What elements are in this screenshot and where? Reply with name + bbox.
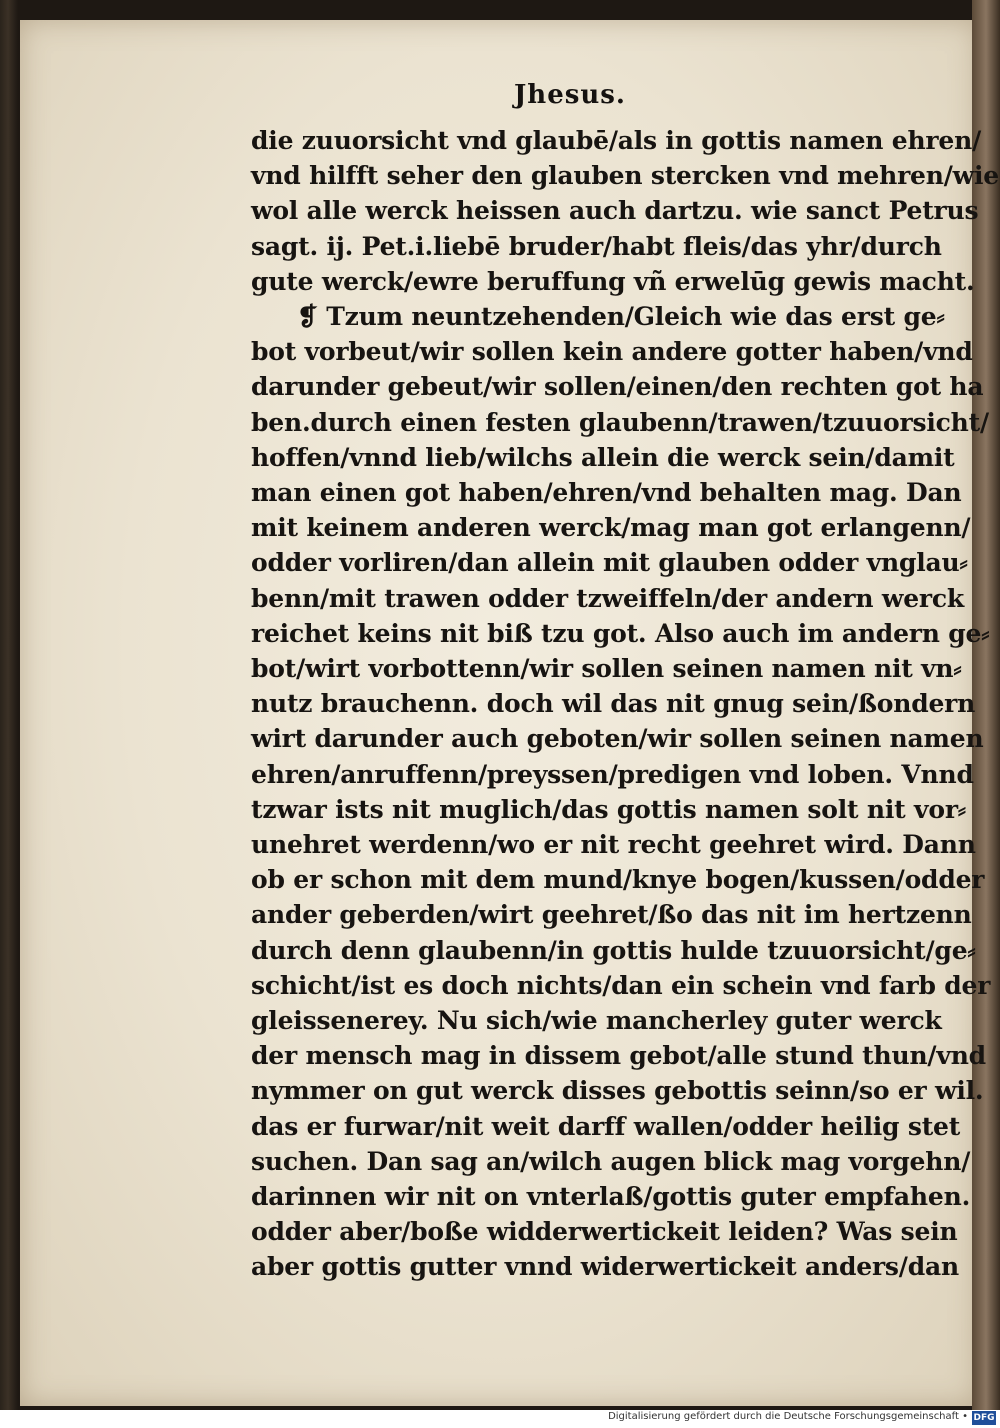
- text-line: sagt. ij. Pet.i.liebē bruder/habt fleis/das yhr/durch: [251, 231, 942, 261]
- text-line: ehren/anruffenn/preyssen/predigen vnd loben. Vnnd: [251, 759, 974, 789]
- text-line: unehret werdenn/wo er nit recht geehret wird. Dann: [251, 830, 976, 859]
- text-line: ob er schon mit dem mund/knye bogen/kussen/odder: [251, 865, 985, 895]
- running-head: Jhesus.: [514, 80, 626, 110]
- text-line: tzwar ists nit muglich/das gottis namen solt nit vor⸗: [251, 794, 966, 824]
- text-line: ❡ Tzum neuntzehenden/Gleich wie das erst ge⸗: [297, 302, 945, 331]
- text-line: odder vorliren/dan allein mit glauben odder vnglau⸗: [251, 548, 968, 578]
- text-line: gute werck/ewre beruffung vñ erwelūg gewis macht.: [251, 266, 975, 296]
- text-line: schicht/ist es doch nichts/dan ein schein vnd farb der: [251, 970, 991, 1000]
- dfg-logo: DFG: [973, 1413, 995, 1423]
- text-line: suchen. Dan sag an/wilch augen blick mag vorgehn/: [251, 1146, 971, 1176]
- text-line: odder aber/boße widderwertickeit leiden? Was sein: [251, 1217, 958, 1247]
- text-line: darinnen wir nit on vnterlaß/gottis guter empfahen.: [251, 1182, 971, 1211]
- text-line: mit keinem anderen werck/mag man got erlangenn/: [251, 513, 971, 543]
- text-line: vnd hilfft seher den glauben stercken vnd mehren/wie: [251, 161, 999, 191]
- text-line: nutz brauchenn. doch wil das nit gnug sein/ßondern: [251, 689, 976, 719]
- text-line: durch denn glaubenn/in gottis hulde tzuuorsicht/ge⸗: [251, 935, 976, 965]
- text-line: benn/mit trawen odder tzweiffeln/der andern werck: [251, 583, 965, 613]
- text-line: ben.durch einen festen glaubenn/trawen/tzuuorsicht/: [251, 407, 989, 437]
- text-line: man einen got haben/ehren/vnd behalten mag. Dan: [251, 478, 962, 507]
- text-line: nymmer on gut werck disses gebottis seinn/so er wil.: [251, 1076, 984, 1106]
- text-line: darunder gebeut/wir sollen/einen/den rechten got ha: [251, 372, 984, 402]
- text-line: aber gottis gutter vnnd widerwertickeit anders/dan: [251, 1252, 959, 1282]
- text-line: wol alle werck heissen auch dartzu. wie sanct Petrus: [251, 196, 979, 226]
- text-line: gleissenerey. Nu sich/wie mancherley guter werck: [251, 1006, 942, 1035]
- text-line: ander geberden/wirt geehret/ßo das nit im hertzenn: [251, 900, 972, 930]
- text-line: bot/wirt vorbottenn/wir sollen seinen namen nit vn⸗: [251, 654, 962, 683]
- text-line: bot vorbeut/wir sollen kein andere gotter haben/vnd: [251, 337, 973, 367]
- text-line: reichet keins nit biß tzu got. Also auch im andern ge⸗: [251, 618, 990, 648]
- text-line: das er furwar/nit weit darff wallen/odder heilig stet: [251, 1111, 961, 1141]
- text-line: die zuuorsicht vnd glaubē/als in gottis namen ehren/: [251, 126, 982, 155]
- footer-credit: Digitalisierung gefördert durch die Deutsche Forschungsgemeinschaft •: [608, 1411, 968, 1422]
- text-line: hoffen/vnnd lieb/wilchs allein die werck sein/damit: [251, 442, 955, 472]
- text-line: wirt darunder auch geboten/wir sollen seinen namen: [251, 724, 984, 754]
- text-line: der mensch mag in dissem gebot/alle stund thun/vnd: [251, 1041, 986, 1071]
